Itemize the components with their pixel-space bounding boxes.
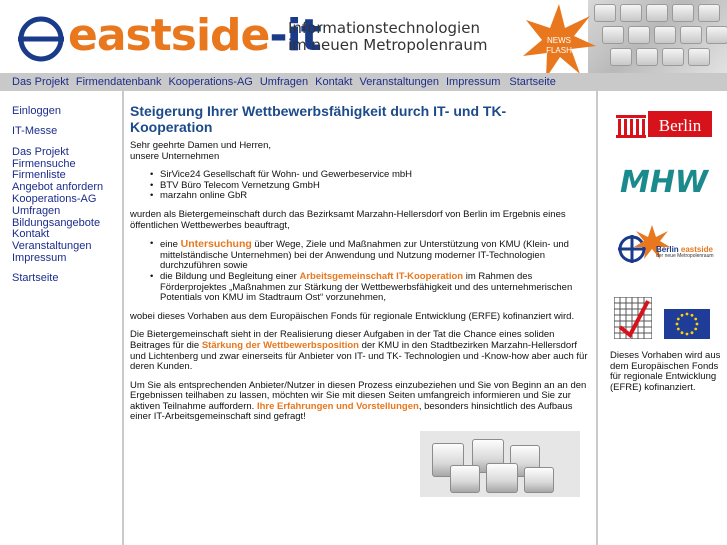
berlin-logo[interactable] xyxy=(614,109,714,139)
sidebar-item-das-projekt[interactable]: Das Projekt xyxy=(12,146,69,158)
erfahrungen-link[interactable]: Ihre Erfahrungen und Vorstellungen xyxy=(256,400,419,412)
right-column xyxy=(600,91,727,545)
text: im Rahmen des Förderprojektes „Maßnahmen zur Stärkung der Wettbewerbsfähigkeit und des unternehmerischen Potentials von KMU im Stadtraum Ost“ vorzunehmen, xyxy=(160,270,573,304)
invitation-paragraph xyxy=(130,381,590,423)
sidebar-item-bildungsangebote[interactable]: Bildungsangebote xyxy=(12,217,101,229)
company-list xyxy=(130,170,590,202)
logo-wordmark: eastside-it xyxy=(68,10,321,61)
funding-paragraph: wobei dieses Vorhaben aus dem Europäischen Fonds für regionale Entwicklung (ERFE) kofinanziert wird. xyxy=(130,310,575,322)
nav-firmendatenbank[interactable]: Firmendatenbank xyxy=(75,76,162,88)
top-navigation xyxy=(0,73,727,91)
tagline-line-2: im neuen Metropolenraum xyxy=(288,36,488,54)
nav-startseite[interactable]: Startseite xyxy=(509,76,556,88)
tagline-line-1: Informationstechnologien xyxy=(288,19,480,37)
greeting-line-2: unsere Unternehmen xyxy=(130,150,220,162)
text: Die Bietergemeinschaft sieht in der Realisierung dieser Aufgaben in der Tat die Chance eines soliden Beitrages für die xyxy=(130,329,555,351)
list-item: • SirVice24 Gesellschaft für Wohn- und Gewerbeservice mbH xyxy=(130,170,590,181)
opportunity-paragraph xyxy=(130,330,590,372)
sidebar-item-veranstaltungen[interactable]: Veranstaltungen xyxy=(12,240,92,252)
newsflash-line-2: FLASH xyxy=(546,46,572,55)
arbeitsgemeinschaft-link[interactable]: Arbeitsgemeinschaft IT-Kooperation xyxy=(299,270,464,282)
wettbewerbsposition-link[interactable]: Stärkung der Wettbewerbsposition xyxy=(201,339,359,351)
text: Um Sie als entsprechenden Anbieter/Nutzer in diesen Prozess einzubeziehen und Sie von Beginn an an den Ergebnissen teilhaben zu lassen, möchten wir Sie mit diesen Seiten umfangreich informieren und Sie zur aktiven Teilnahme auffordern. xyxy=(130,379,587,412)
sidebar-item-kooperations-ag[interactable]: Kooperations-AG xyxy=(12,193,97,205)
text: Berlin xyxy=(656,245,679,254)
sidebar-item-kontakt[interactable]: Kontakt xyxy=(12,228,50,240)
nav-veranstaltungen[interactable]: Veranstaltungen xyxy=(359,76,439,88)
mhw-logo[interactable] xyxy=(614,165,714,195)
task-list xyxy=(130,239,590,304)
eu-flag-icon xyxy=(664,309,710,339)
hatched-emblem-icon xyxy=(614,297,652,339)
newsflash-badge[interactable] xyxy=(520,2,598,80)
sidebar-item-umfragen[interactable]: Umfragen xyxy=(12,205,61,217)
keyboard-keys-image xyxy=(420,431,580,497)
untersuchung-link[interactable]: Untersuchung xyxy=(180,238,252,251)
berlin-eastside-subtitle: der neue Metropolenraum xyxy=(656,253,714,259)
text: der KMU in den Stadtbezirken Marzahn-Hellersdorf und Lichtenberg und zwar einerseits für Anbieter von IT- und TK- Technologien und -Know-how aber auch für deren Kunden. xyxy=(130,339,588,373)
task-item-arbeitsgemeinschaft xyxy=(130,272,590,304)
list-item: • BTV Büro Telecom Vernetzung GmbH xyxy=(130,181,590,192)
eastside-logo-icon xyxy=(16,14,66,64)
text: eine xyxy=(160,239,181,251)
list-item: • marzahn online GbR xyxy=(130,191,590,202)
text: die Bildung und Begleitung einer xyxy=(160,270,300,282)
text: eastside xyxy=(680,245,713,254)
sidebar-item-firmensuche[interactable]: Firmensuche xyxy=(12,158,76,170)
sidebar-item-startseite[interactable]: Startseite xyxy=(12,272,59,284)
newsflash-line-1: NEWS xyxy=(547,36,571,45)
sidebar-item-angebot-anfordern[interactable]: Angebot anfordern xyxy=(12,181,104,193)
text: , besonders hinsichtlich des Aufbaus einer IT-Arbeitsgemeinschaft sind gefragt! xyxy=(130,400,573,423)
keyboard-photo xyxy=(588,0,727,75)
greeting-line-1: Sehr geehrte Damen und Herren, xyxy=(130,140,271,151)
assignment-paragraph: wurden als Bietergemeinschaft durch das Bezirksamt Marzahn-Hellersdorf von Berlin im Ergebnis eines öffentlichen Wettbewerbes beauftragt, xyxy=(130,208,566,231)
efre-notice: Dieses Vorhaben wird aus dem Europäischen Fonds für regionale Entwicklung (EFRE) kofinanziert. xyxy=(610,350,721,393)
page-title: Steigerung Ihrer Wettbewerbsfähigkeit durch IT- und TK- Kooperation xyxy=(130,103,507,135)
site-tagline xyxy=(288,20,487,54)
mhw-logo-text: MHW xyxy=(619,165,709,195)
nav-umfragen[interactable]: Umfragen xyxy=(259,76,309,88)
sidebar-item-it-messe[interactable]: IT-Messe xyxy=(12,125,58,137)
nav-impressum[interactable]: Impressum xyxy=(445,76,501,88)
nav-das-projekt[interactable]: Das Projekt xyxy=(12,76,69,88)
left-sidebar xyxy=(0,91,122,545)
berlin-logo-text: Berlin xyxy=(658,116,702,135)
main-content xyxy=(122,91,598,545)
nav-kontakt[interactable]: Kontakt xyxy=(315,76,353,88)
task-item-untersuchung xyxy=(130,239,590,272)
text: über Wege, Ziele und Maßnahmen zur Unterstützung von KMU (Klein- und mittelständische Unternehmen) bei der Anwendung und Nutzung moderner IT-Technologien durchzuführen sowie xyxy=(160,239,569,272)
nav-kooperations-ag[interactable]: Kooperations-AG xyxy=(168,76,253,88)
site-logo[interactable] xyxy=(68,6,321,66)
site-header xyxy=(0,0,727,75)
sidebar-item-impressum[interactable]: Impressum xyxy=(12,252,67,264)
sidebar-item-einloggen[interactable]: Einloggen xyxy=(12,105,61,117)
sidebar-item-firmenliste[interactable]: Firmenliste xyxy=(12,169,66,181)
